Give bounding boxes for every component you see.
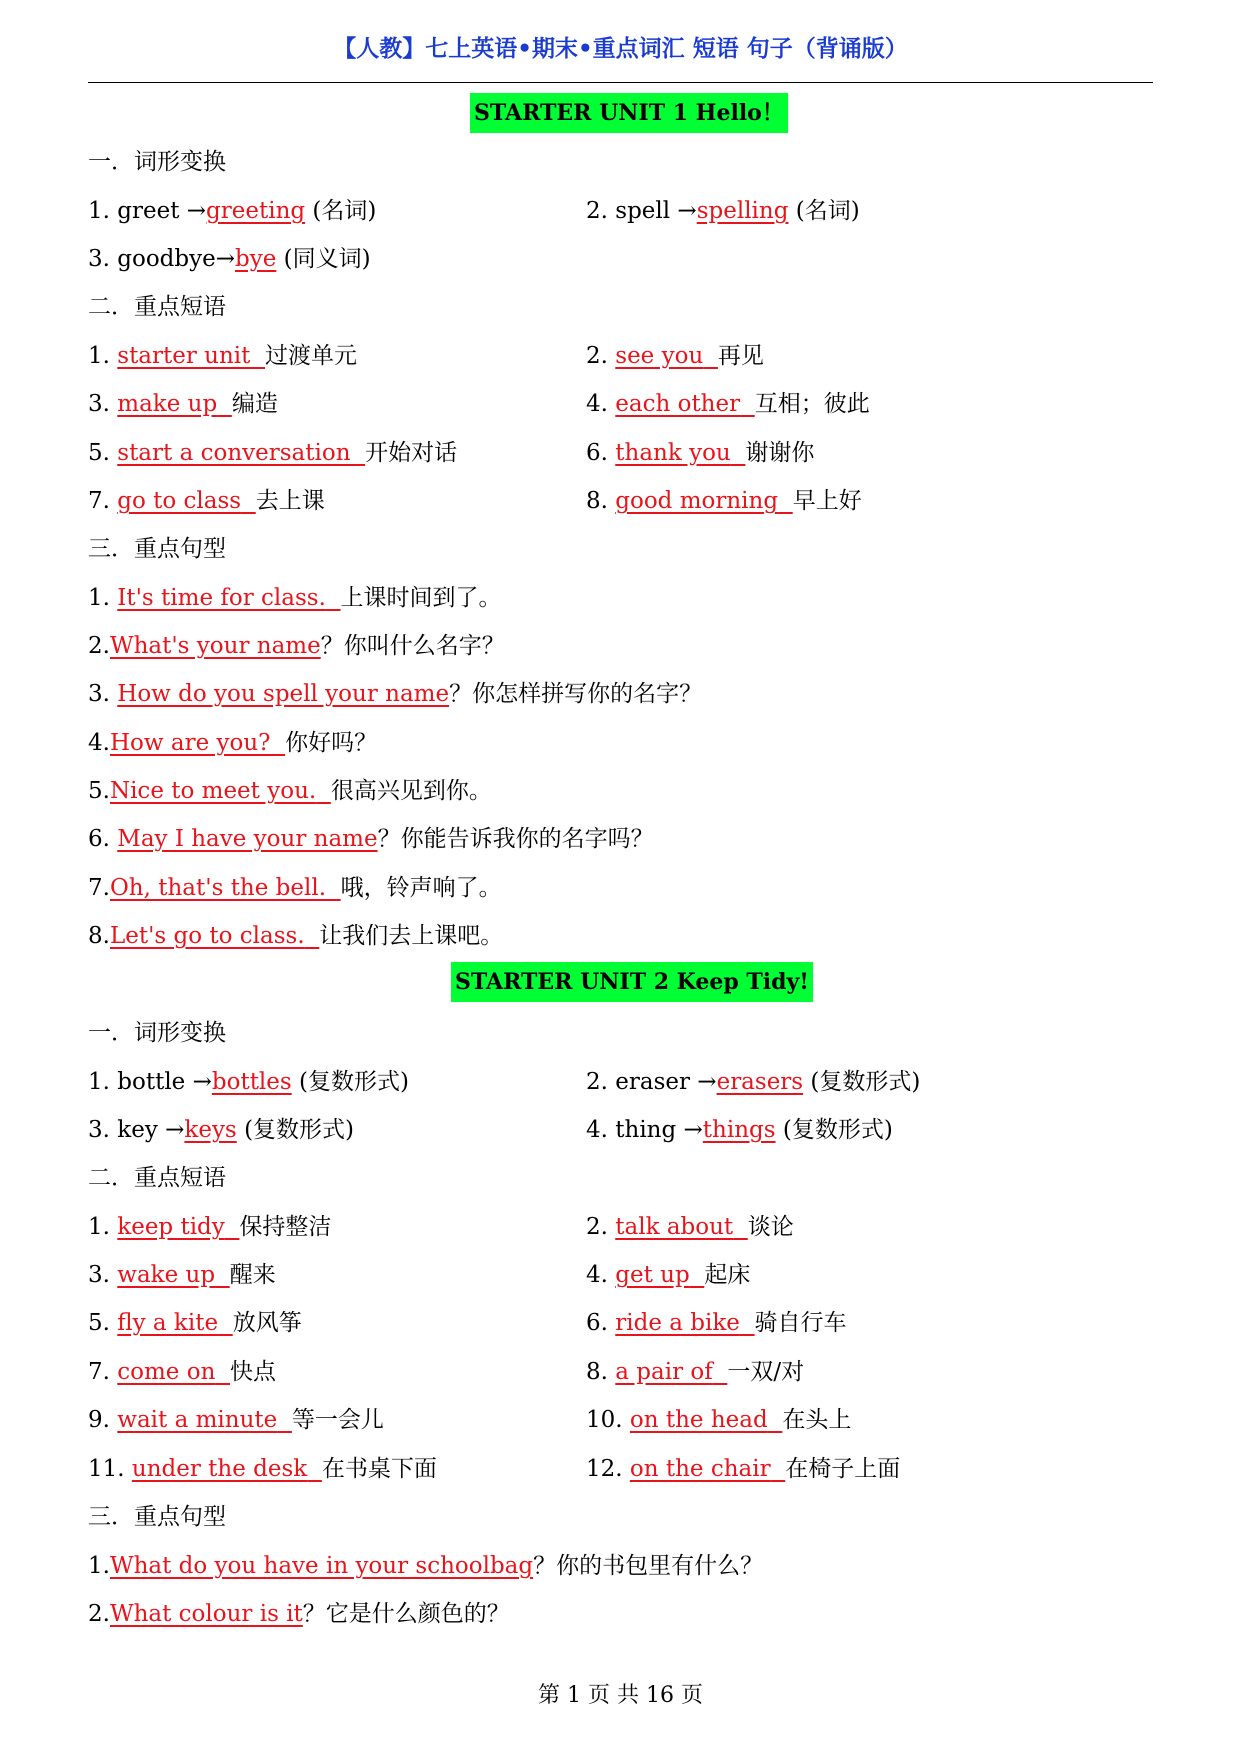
header-rule xyxy=(88,82,1153,83)
phrase-item: 8. good morning 早上好 xyxy=(586,488,862,514)
phrase-item: 2. talk about 谈论 xyxy=(586,1214,794,1240)
page-footer: 第 1 页 共 16 页 xyxy=(538,1683,703,1708)
vocab-item: 4. thing →things (复数形式) xyxy=(586,1117,893,1143)
sentence-item: 1. It's time for class. 上课时间到了。 xyxy=(88,585,502,611)
document-header: 【人教】七上英语•期末•重点词汇 短语 句子（背诵版） xyxy=(333,36,908,62)
phrase-item: 2. see you 再见 xyxy=(586,343,764,369)
section-label: 三．重点句型 xyxy=(88,1504,226,1530)
sentence-item: 8.Let's go to class. 让我们去上课吧。 xyxy=(88,923,504,949)
phrase-item: 4. each other 互相；彼此 xyxy=(586,391,870,417)
section-label: 二．重点短语 xyxy=(88,1165,226,1191)
unit-title: STARTER UNIT 2 Keep Tidy! xyxy=(451,962,813,1002)
phrase-item: 1. keep tidy 保持整洁 xyxy=(88,1214,332,1240)
vocab-item: 1. greet →greeting (名词) xyxy=(88,198,377,224)
sentence-item: 6. May I have your name？你能告诉我你的名字吗？ xyxy=(88,826,654,852)
phrase-item: 1. starter unit 过渡单元 xyxy=(88,343,358,369)
sentence-item: 4.How are you? 你好吗？ xyxy=(88,730,378,756)
unit-title: STARTER UNIT 1 Hello！ xyxy=(470,93,788,133)
phrase-item: 5. start a conversation 开始对话 xyxy=(88,440,458,466)
phrase-item: 3. wake up 醒来 xyxy=(88,1262,276,1288)
section-label: 二．重点短语 xyxy=(88,294,226,320)
section-label: 一．词形变换 xyxy=(88,149,226,175)
vocab-item: 1. bottle →bottles (复数形式) xyxy=(88,1069,409,1095)
phrase-item: 6. ride a bike 骑自行车 xyxy=(586,1310,847,1336)
phrase-item: 10. on the head 在头上 xyxy=(586,1407,852,1433)
phrase-item: 11. under the desk 在书桌下面 xyxy=(88,1456,437,1482)
sentence-item: 5.Nice to meet you. 很高兴见到你。 xyxy=(88,778,492,804)
phrase-item: 5. fly a kite 放风筝 xyxy=(88,1310,302,1336)
sentence-item: 3. How do you spell your name？你怎样拼写你的名字？ xyxy=(88,681,703,707)
phrase-item: 3. make up 编造 xyxy=(88,391,278,417)
phrase-item: 8. a pair of 一双/对 xyxy=(586,1359,805,1385)
phrase-item: 12. on the chair 在椅子上面 xyxy=(586,1456,901,1482)
phrase-item: 9. wait a minute 等一会儿 xyxy=(88,1407,384,1433)
sentence-item: 2.What's your name？你叫什么名字？ xyxy=(88,633,505,659)
phrase-item: 7. come on 快点 xyxy=(88,1359,277,1385)
vocab-item: 2. eraser →erasers (复数形式) xyxy=(586,1069,921,1095)
vocab-item: 3. key →keys (复数形式) xyxy=(88,1117,355,1143)
section-label: 三．重点句型 xyxy=(88,536,226,562)
sentence-item: 1.What do you have in your schoolbag？你的书包里有什么？ xyxy=(88,1553,764,1579)
sentence-item: 7.Oh, that's the bell. 哦，铃声响了。 xyxy=(88,875,502,901)
sentence-item: 2.What colour is it？它是什么颜色的？ xyxy=(88,1601,510,1627)
vocab-item: 3. goodbye→bye (同义词) xyxy=(88,246,371,272)
phrase-item: 4. get up 起床 xyxy=(586,1262,751,1288)
section-label: 一．词形变换 xyxy=(88,1020,226,1046)
phrase-item: 6. thank you 谢谢你 xyxy=(586,440,815,466)
vocab-item: 2. spell →spelling (名词) xyxy=(586,198,860,224)
phrase-item: 7. go to class 去上课 xyxy=(88,488,325,514)
